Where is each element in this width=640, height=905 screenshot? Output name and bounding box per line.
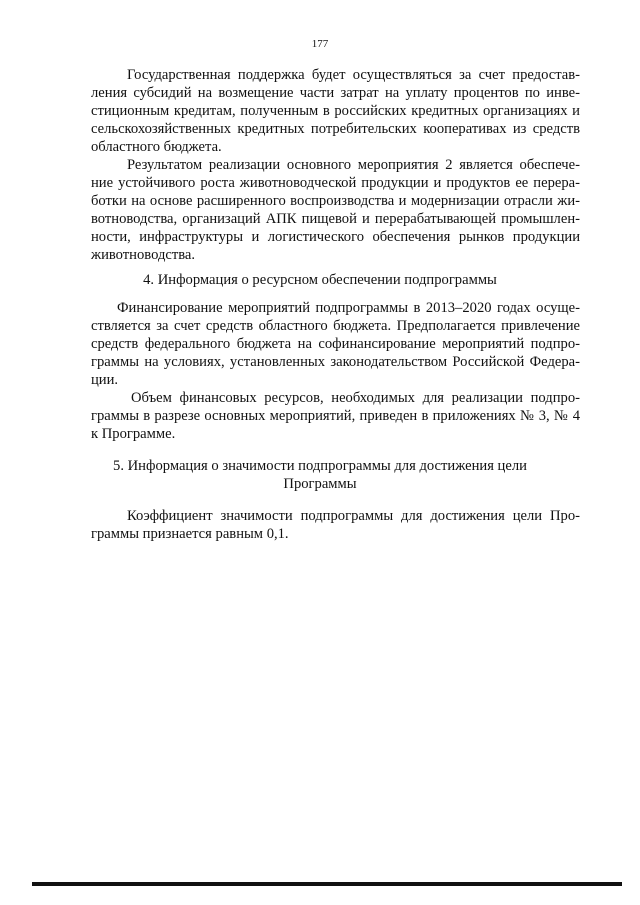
section-5-heading-line-1: 5. Информация о значимости подпрограммы для достижения цели [113,458,527,474]
paragraph-1-line-5: областного бюджета. [91,139,222,155]
paragraph-1-line-2: ления субсидий на возмещение части затрат на уплату процентов по инве- [91,85,580,101]
paragraph-2-line-1: Результатом реализации основного мероприятия 2 является обеспече- [127,157,580,173]
section-5-heading-line-2: Программы [283,476,357,492]
paragraph-1-line-1: Государственная поддержка будет осуществляться за счет предостав- [127,67,580,83]
paragraph-2-line-6: животноводства. [91,247,196,263]
paragraph-1-line-3: стиционным кредитам, полученным в российских кредитных организациях и [91,103,580,119]
paragraph-2-line-4: вотноводства, организаций АПК пищевой и перерабатывающей промышлен- [91,211,580,227]
paragraph-5-line-2: граммы признается равным 0,1. [91,526,289,542]
paragraph-2-line-3: ботки на основе расширенного воспроизводства и модернизации отрасли жи- [91,193,580,209]
paragraph-4-line-1: Объем финансовых ресурсов, необходимых для реализации подпро- [131,390,580,406]
paragraph-3-line-5: ции. [91,372,119,388]
page-number: 177 [311,38,329,50]
page-bottom-rule [32,882,622,886]
paragraph-3-line-1: Финансирование мероприятий подпрограммы в 2013–2020 годах осуще- [117,300,580,316]
paragraph-3-line-2: ствляется за счет средств областного бюджета. Предполагается привлечение [91,318,580,334]
paragraph-2-line-5: ности, инфраструктуры и логистического обеспечения рынков продукции [91,229,580,245]
paragraph-4-line-3: к Программе. [91,426,176,442]
paragraph-2-line-2: ние устойчивого роста животноводческой продукции и продуктов ее перера- [91,175,580,191]
section-4-heading: 4. Информация о ресурсном обеспечении подпрограммы [143,272,497,288]
paragraph-3-line-3: средств федерального бюджета на софинансирование мероприятий подпро- [91,336,580,352]
paragraph-5-line-1: Коэффициент значимости подпрограммы для достижения цели Про- [127,508,580,524]
paragraph-3-line-4: граммы на условиях, установленных законодательством Российской Федера- [91,354,580,370]
paragraph-1-line-4: сельскохозяйственных кредитных потребительских кооперативах из средств [91,121,580,137]
paragraph-4-line-2: граммы в разрезе основных мероприятий, приведен в приложениях № 3, № 4 [91,408,580,424]
